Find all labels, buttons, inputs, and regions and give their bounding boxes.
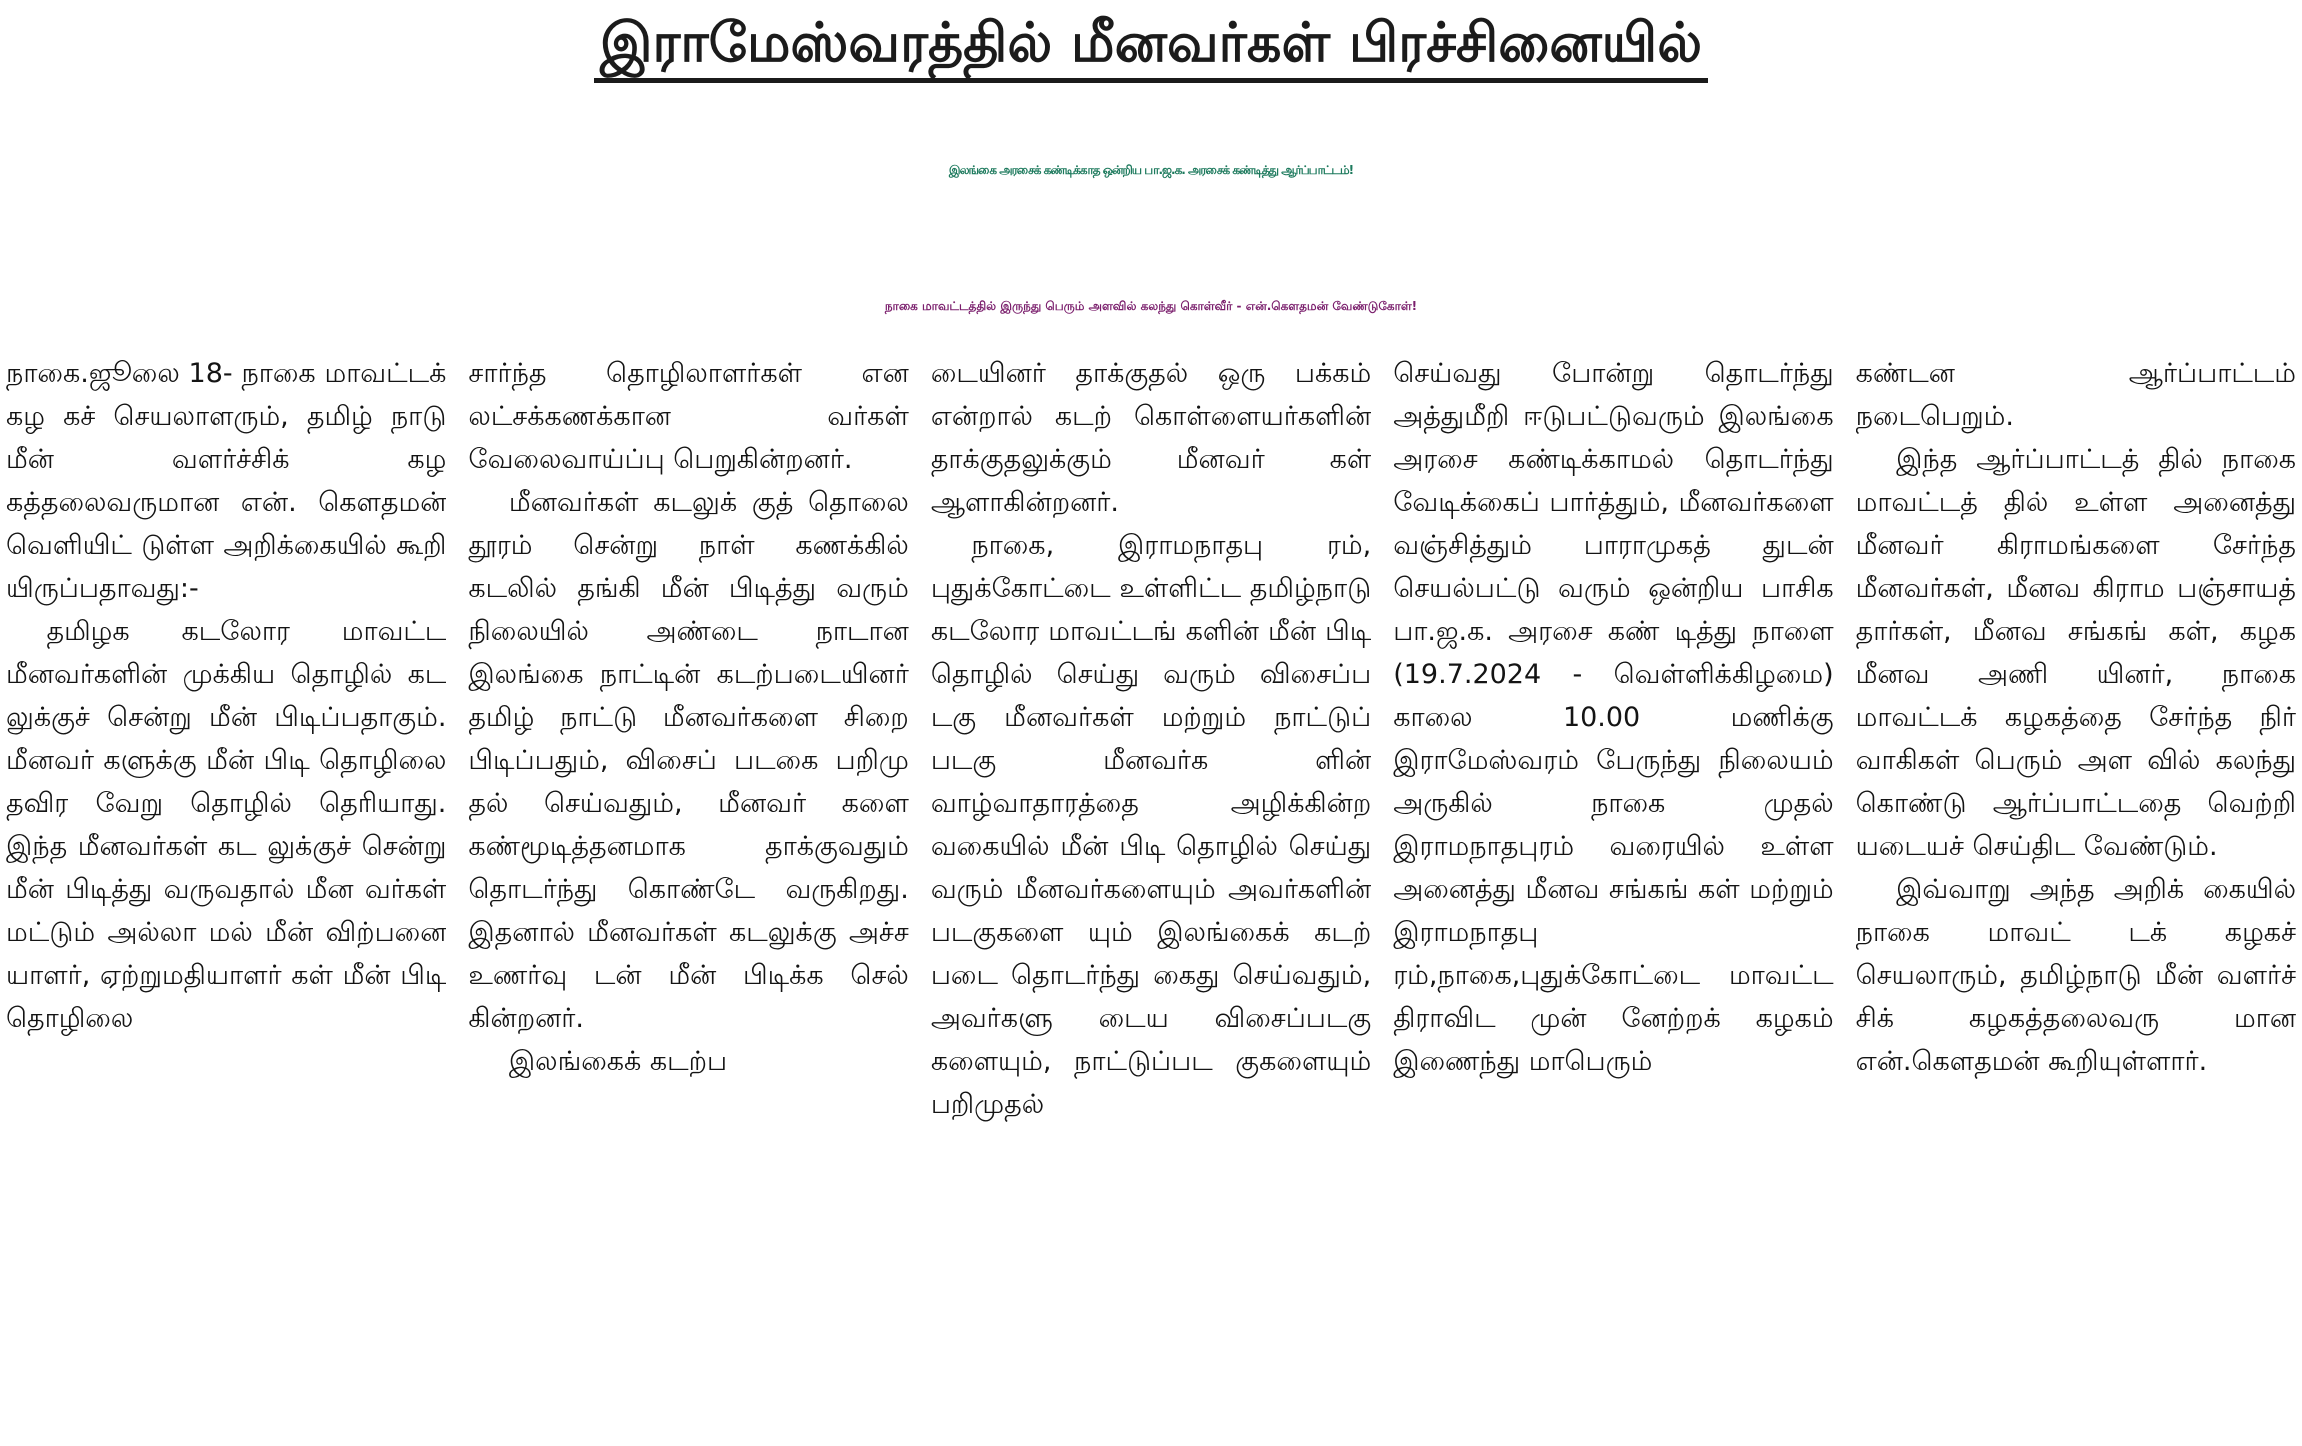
paragraph: தமிழக கடலோர மாவட்ட மீனவர்களின் முக்கிய தொழில் கட லுக்குச் சென்று மீன் பிடிப்பதாகும். மீனவர் களுக்கு மீன் பிடி தொழிலை தவிர வேறு தொழில் தெரியாது. இந்த மீனவர்கள் கட லுக்குச் சென்று மீன் பிடித்து வருவதால் மீன வர்கள் மட்டும் அல்லா மல் மீன் விற்பனை யாளர், ஏற்றுமதியாளர் கள் மீன் பிடி தொழிலை <box>6 616 447 1034</box>
article-column-4 <box>1393 352 1833 1442</box>
paragraph: செய்வது போன்று தொடர்ந்து அத்துமீறி ஈடுபட்டுவரும் இலங்கை அரசை கண்டிக்காமல் தொடர்ந்து வேடிக்கைப் பார்த்தும், மீனவர்களை வஞ்சித்தும் பாராமுகத் துடன் செயல்பட்டு வரும் ஒன்றிய பாசிக பா.ஜ.க. அரசை கண் டித்து நாளை (19.7.2024 - வெள்ளிக்கிழமை) காலை 10.00 மணிக்கு இராமேஸ்வரம் பேருந்து நிலையம் அருகில் நாகை முதல் இராமநாதபுரம் வரையில் உள்ள அனைத்து மீனவ சங்கங் கள் மற்றும் இராமநாதபு ரம்,நாகை,புதுக்கோட்டை மாவட்ட திராவிட முன் னேற்றக் கழகம் இணைந்து மாபெரும் <box>1393 358 1834 1077</box>
paragraph: இவ்வாறு அந்த அறிக் கையில் நாகை மாவட் டக் கழகச் செயலாரும், தமிழ்நாடு மீன் வளர்ச் சிக் கழகத்தலைவரு மான என்.கௌதமன் கூறியுள்ளார். <box>1855 874 2297 1077</box>
paragraph: நாகை.ஜூலை 18- நாகை மாவட்டக் கழ கச் செயலாளரும், தமிழ் நாடு மீன் வளர்ச்சிக் கழ கத்தலைவருமான என். கௌதமன் வெளியிட் டுள்ள அறிக்கையில் கூறி யிருப்பதாவது:- <box>6 358 447 604</box>
article-column-5 <box>1856 352 2296 1442</box>
kicker-text: இராமேஸ்வரத்தில் மீனவர்கள் பிரச்சினையில் <box>594 10 1708 83</box>
paragraph: மீனவர்கள் கடலுக் குத் தொலை தூரம் சென்று நாள் கணக்கில் கடலில் தங்கி மீன் பிடித்து வரும் நிலையில் அண்டை நாடான இலங்கை நாட்டின் கடற்படையினர் தமிழ் நாட்டு மீனவர்களை சிறை பிடிப்பதும், விசைப் படகை பறிமு தல் செய்வதும், மீனவர் களை கண்மூடித்தனமாக தாக்குவதும் தொடர்ந்து கொண்டே வருகிறது. இதனால் மீனவர்கள் கடலுக்கு அச்ச உணர்வு டன் மீன் பிடிக்க செல் கின்றனர். <box>468 487 909 1034</box>
paragraph: இந்த ஆர்ப்பாட்டத் தில் நாகை மாவட்டத் தில் உள்ள அனைத்து மீனவர் கிராமங்களை சேர்ந்த மீனவர்கள், மீனவ கிராம பஞ்சாயத் தார்கள், மீனவ சங்கங் கள், கழக மீனவ அணி யினர், நாகை மாவட்டக் கழகத்தை சேர்ந்த நிர் வாகிகள் பெரும் அள வில் கலந்து கொண்டு ஆர்ப்பாட்டதை வெற்றி யடையச் செய்திட வேண்டும். <box>1855 444 2297 862</box>
headline: இலங்கை அரசைக் கண்டிக்காத ஒன்றிய பா.ஜ.க. அரசைக் கண்டித்து ஆர்ப்பாட்டம்! <box>948 163 1354 177</box>
article-column-3 <box>931 352 1371 1442</box>
paragraph: நாகை, இராமநாதபு ரம், புதுக்கோட்டை உள்ளிட்ட தமிழ்நாடு கடலோர மாவட்டங் களின் மீன் பிடி தொழில் செய்து வரும் விசைப்ப டகு மீனவர்கள் மற்றும் நாட்டுப் படகு மீனவர்க ளின் வாழ்வாதாரத்தை அழிக்கின்ற வகையில் மீன் பிடி தொழில் செய்து வரும் மீனவர்களையும் அவர்களின் படகுகளை யும் இலங்கைக் கடற் படை தொடர்ந்து கைது செய்வதும், அவர்களு டைய விசைப்படகு களையும், நாட்டுப்பட குகளையும் பறிமுதல் <box>930 530 1372 1120</box>
paragraph: சார்ந்த தொழிலாளர்கள் என லட்சக்கணக்கான வர்கள் வேலைவாய்ப்பு பெறுகின்றனர். <box>468 358 909 475</box>
article-column-2 <box>468 352 908 1442</box>
paragraph: டையினர் தாக்குதல் ஒரு பக்கம் என்றால் கடற் கொள்ளையர்களின் தாக்குதலுக்கும் மீனவர் கள் ஆளாகின்றனர். <box>930 358 1372 518</box>
paragraph: இலங்கைக் கடற்ப <box>508 1046 728 1077</box>
kicker-heading <box>0 10 2302 83</box>
article-column-1 <box>6 352 446 1442</box>
article-body <box>6 352 2296 1442</box>
paragraph: கண்டன ஆர்ப்பாட்டம் நடைபெறும். <box>1855 358 2297 432</box>
subheadline: நாகை மாவட்டத்தில் இருந்து பெரும் அளவில் கலந்து கொள்வீர் - என்.கௌதமன் வேண்டுகோள்! <box>884 299 1418 313</box>
